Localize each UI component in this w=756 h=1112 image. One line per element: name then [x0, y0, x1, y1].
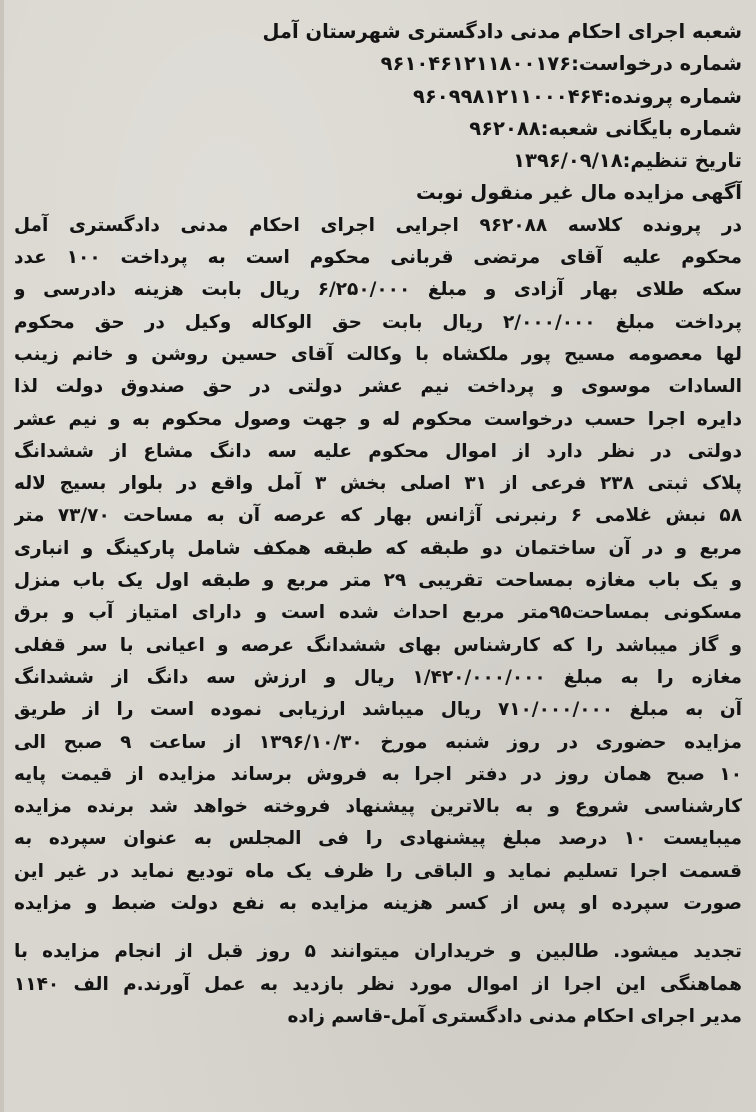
court-name: شعبه اجرای احکام مدنی دادگستری شهرستان آمل	[262, 20, 742, 43]
body-line: صورت سپرده او پس از کسر هزینه مزایده به نفع دولت ضبط و مزایده	[14, 893, 742, 915]
notice-title: آگهی مزایده مال غیر منقول نوبت	[415, 181, 742, 205]
body-line: ۱۰ صبح همان روز در دفتر اجرا به فروش برساند مزایده از قیمت پایه	[14, 763, 742, 785]
body-line: کارشناسی شروع و به بالاترین پیشنهاد فروخته خواهد شد برنده مزایده	[14, 796, 742, 818]
scan-edge	[0, 0, 4, 1112]
body-line: در پرونده کلاسه ۹۶۲۰۸۸ اجرایی اجرای احکام مدنی دادگستری آمل	[14, 214, 742, 236]
body-line: لها معصومه مسیح پور ملکشاه با وکالت آقای حسین روشن و خانم زینب	[14, 343, 742, 365]
paragraph-gap	[14, 920, 742, 936]
body-line: السادات موسوی و پرداخت نیم عشر دولتی در حق صندوق دولت لذا	[14, 376, 742, 398]
body-line: پرداخت مبلغ ۲/۰۰۰/۰۰۰ ریال بابت حق الوکاله وکیل در حق محکوم	[14, 311, 742, 333]
body-line: مربع و در آن ساختمان دو طبقه که طبقه همکف شامل پارکینگ و انباری	[14, 537, 742, 559]
body-line: و گاز میباشد را که کارشناس بهای ششدانگ عرصه و اعیانی با سر قفلی	[14, 634, 742, 656]
body-line: مزایده حضوری در روز شنبه مورخ ۱۳۹۶/۱۰/۳۰ از ساعت ۹ صبح الی	[14, 731, 742, 753]
body-line: مغازه را به مبلغ ۱/۴۲۰/۰۰۰/۰۰۰ ریال و ارزش سه دانگ از ششدانگ	[14, 666, 742, 688]
issue-date: تاریخ تنظیم:۱۳۹۶/۰۹/۱۸	[513, 149, 742, 173]
body-line: محکوم علیه آقای مرتضی قربانی محکوم است به پرداخت ۱۰۰ عدد	[14, 247, 742, 269]
body-line: دایره اجرا حسب درخواست محکوم له و جهت وصول محکوم به و نیم عشر	[14, 408, 742, 430]
body-line: سکه طلای بهار آزادی و مبلغ ۶/۲۵۰/۰۰۰ ریال بابت هزینه دادرسی و	[14, 279, 742, 301]
body-line: قسمت اجرا تسلیم نماید و الباقی را ظرف یک ماه تودیع نماید در غیر این	[14, 860, 742, 882]
body-line: ۵۸ نبش غلامی ۶ رنبرنی آژانس بهار که عرصه آن به مساحت ۷۳/۷۰ متر	[14, 505, 742, 527]
footer-line: تجدید میشود. طالبین و خریداران میتوانند ۵ روز قبل از انجام مزایده با	[14, 941, 742, 963]
body-line: میبایست ۱۰ درصد مبلغ پیشنهادی را فی المجلس به عنوان سپرده به	[14, 828, 742, 850]
archive-number: شماره بایگانی شعبه:۹۶۲۰۸۸	[469, 116, 742, 140]
auction-notice	[14, 16, 742, 1033]
body-line: پلاک ثبتی ۲۳۸ فرعی از ۳۱ اصلی بخش ۳ آمل واقع در بلوار بسیج لاله	[14, 473, 742, 495]
footer-line: هماهنگی این اجرا از اموال مورد نظر بازدید به عمل آورند.م الف ۱۱۴۰	[14, 973, 742, 995]
case-number: شماره پرونده:۹۶۰۹۹۸۱۲۱۱۰۰۰۴۶۴	[412, 84, 742, 108]
body-line: و یک باب مغازه بمساحت تقریبی ۲۹ متر مربع و طبقه اول یک باب منزل	[14, 570, 742, 592]
request-number: شماره درخواست:۹۶۱۰۴۶۱۲۱۱۸۰۰۱۷۶	[380, 52, 742, 76]
body-line: آن به مبلغ ۷۱۰/۰۰۰/۰۰۰ ریال میباشد ارزیابی نموده است را از طریق	[14, 699, 742, 721]
signature-line: مدیر اجرای احکام مدنی دادگستری آمل-قاسم زاده	[287, 1005, 742, 1027]
body-line: مسکونی بمساحت۹۵متر مربع احداث شده است و دارای امتیاز آب و برق	[14, 602, 742, 624]
body-line: دولتی در نظر دارد از اموال محکوم علیه سه دانگ مشاع از ششدانگ	[14, 440, 742, 462]
